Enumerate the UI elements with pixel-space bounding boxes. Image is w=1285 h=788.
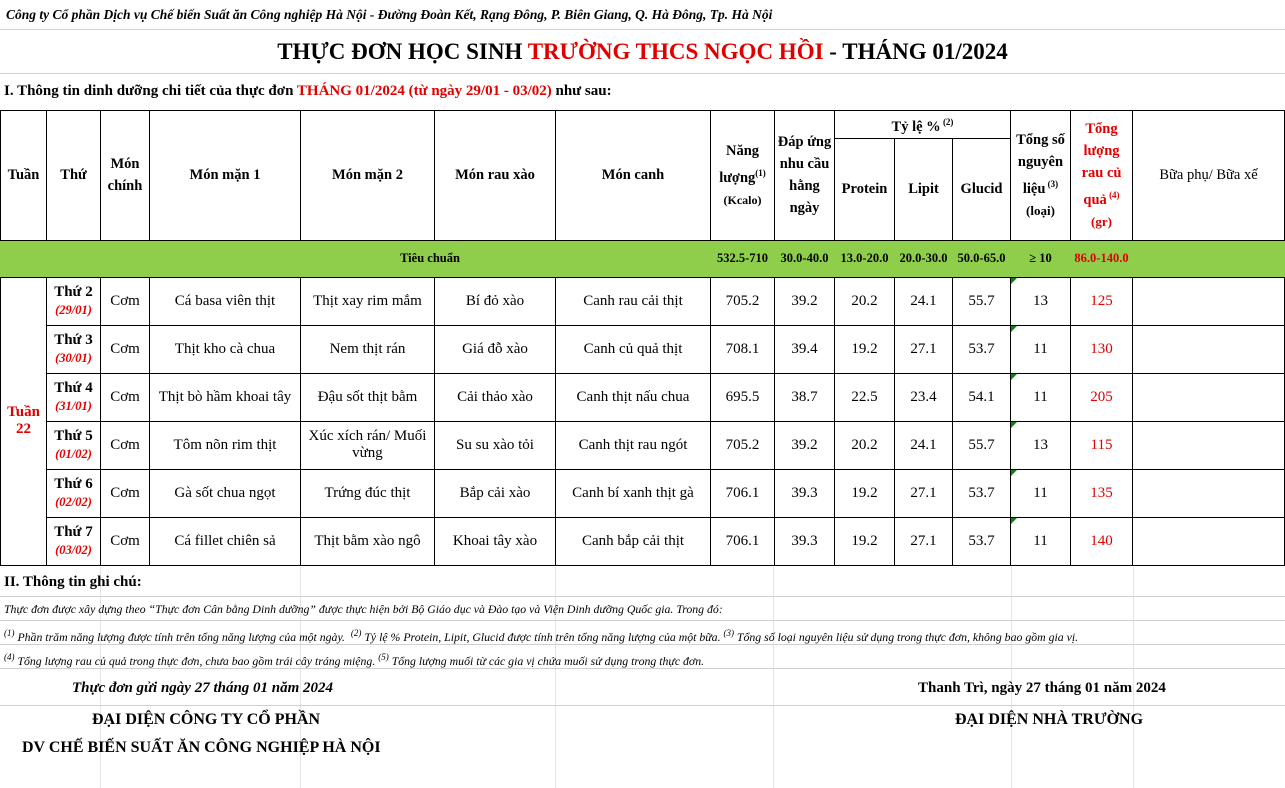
day-cell <box>47 517 101 565</box>
representatives <box>0 705 1285 735</box>
header-snack: Bữa phụ/ Bữa xế <box>1133 111 1285 241</box>
salty1: Thịt bò hầm khoai tây <box>150 373 301 421</box>
snack <box>1133 325 1285 373</box>
ingredients: 11 <box>1011 517 1071 565</box>
veg-total: 115 <box>1071 421 1133 469</box>
day-date: (03/02) <box>55 543 92 558</box>
header-glucid: Glucid <box>953 138 1011 240</box>
place-date: Thanh Trì, ngày 27 tháng 01 năm 2024 <box>918 680 1166 696</box>
meet: 39.2 <box>775 277 835 325</box>
sent-date: Thực đơn gửi ngày 27 tháng 01 năm 2024 <box>72 680 334 696</box>
table-row <box>1 325 1285 373</box>
standard-meet: 30.0-40.0 <box>775 240 835 277</box>
main-dish: Cơm <box>101 325 150 373</box>
standard-energy: 532.5-710 <box>711 240 775 277</box>
soup: Canh củ quả thịt <box>556 325 711 373</box>
energy: 706.1 <box>711 469 775 517</box>
header-energy: Năng lượng$^{(1)}$ (Kcalo) <box>711 111 775 241</box>
standard-veg: 86.0-140.0 <box>1071 240 1133 277</box>
veg-total: 130 <box>1071 325 1133 373</box>
protein: 19.2 <box>835 325 895 373</box>
salty2: Nem thịt rán <box>301 325 435 373</box>
soup: Canh bí xanh thịt gà <box>556 469 711 517</box>
veg-dish: Giá đỗ xào <box>435 325 556 373</box>
veg-dish: Khoai tây xào <box>435 517 556 565</box>
day-name: Thứ 2 <box>54 284 93 301</box>
lipid: 24.1 <box>895 421 953 469</box>
header-veg-total: Tổng lượng rau củ quả $^{(4)}$ (gr) <box>1071 111 1133 241</box>
veg-dish: Bí đỏ xào <box>435 277 556 325</box>
snack <box>1133 373 1285 421</box>
day-name: Thứ 4 <box>54 380 93 397</box>
note-line1: $^{(1)}$ Phần trăm năng lượng được tính trên tổng năng lượng của một ngày. $^{(2)}$ Tỷ lệ % Protein, Lipit, Glucid được tính trên tổng năng lượng của một bữa. $^{(3)}$ Tổng số loại nguyên liệu sử dụng trong thực đơn, không bao gồm gia vị. <box>0 621 1285 645</box>
company-rep-line1: ĐẠI DIỆN CÔNG TY CỔ PHẦN <box>92 711 321 728</box>
soup: Canh thịt nấu chua <box>556 373 711 421</box>
header-veg-total-label: Tổng lượng rau củ quả <box>1081 121 1122 208</box>
day-cell <box>47 373 101 421</box>
header-week: Tuần <box>1 111 47 241</box>
header-ratio-label: Tỷ lệ % <box>891 118 941 135</box>
salty1: Gà sốt chua ngọt <box>150 469 301 517</box>
header-salty2: Món mặn 2 <box>301 111 435 241</box>
glucid: 53.7 <box>953 325 1011 373</box>
table-row <box>1 517 1285 565</box>
note-1: Phần trăm năng lượng được tính trên tổng năng lượng của một ngày. <box>17 629 345 644</box>
standard-row <box>1 240 1285 277</box>
note-2: Tỷ lệ % Protein, Lipit, Glucid được tính trên tổng năng lượng của một bữa. <box>364 629 721 644</box>
day-cell <box>47 277 101 325</box>
ingredients: 11 <box>1011 469 1071 517</box>
header-ingredients-label: Tổng số nguyên liệu <box>1016 132 1065 197</box>
company-rep-line2: DV CHẾ BIẾN SUẤT ĂN CÔNG NGHIỆP HÀ NỘI <box>22 739 381 756</box>
day-date: (31/01) <box>55 399 92 414</box>
day-date: (02/02) <box>55 495 92 510</box>
note-4: Tổng lượng rau củ quả trong thực đơn, chưa bao gồm trái cây tráng miệng. <box>17 653 376 668</box>
header-lipid: Lipit <box>895 138 953 240</box>
table-row <box>1 277 1285 325</box>
lipid: 27.1 <box>895 325 953 373</box>
section1-part3: như sau: <box>551 83 612 99</box>
standard-ingredients: ≥ 10 <box>1011 240 1071 277</box>
salty1: Tôm nõn rim thịt <box>150 421 301 469</box>
soup: Canh thịt rau ngót <box>556 421 711 469</box>
title-part3: - THÁNG 01/2024 <box>823 39 1008 64</box>
protein: 20.2 <box>835 277 895 325</box>
header-energy-unit: (Kcalo) <box>723 192 762 207</box>
header-protein: Protein <box>835 138 895 240</box>
meet: 39.3 <box>775 469 835 517</box>
veg-total: 135 <box>1071 469 1133 517</box>
ingredients: 11 <box>1011 373 1071 421</box>
week-label: Tuần 22 <box>1 277 47 565</box>
salty1: Cá basa viên thịt <box>150 277 301 325</box>
day-cell <box>47 325 101 373</box>
header-soup: Món canh <box>556 111 711 241</box>
lipid: 23.4 <box>895 373 953 421</box>
header-main: Món chính <box>101 111 150 241</box>
header-energy-label: Năng lượng <box>719 143 760 186</box>
lipid: 24.1 <box>895 277 953 325</box>
note-5: Tổng lượng muối từ các gia vị chứa muối sử dụng trong thực đơn. <box>391 653 705 668</box>
day-date: (29/01) <box>55 303 92 318</box>
veg-dish: Bắp cải xào <box>435 469 556 517</box>
day-name: Thứ 6 <box>54 476 93 493</box>
company-line: Công ty Cổ phần Dịch vụ Chế biến Suất ăn Công nghiệp Hà Nội - Đường Đoàn Kết, Rạng Đông, P. Biên Giang, Q. Hà Đông, Tp. Hà Nội <box>0 0 1285 30</box>
table-row <box>1 373 1285 421</box>
standard-label: Tiêu chuẩn <box>150 240 711 277</box>
company-rep-name <box>0 733 1285 763</box>
note-line2: $^{(4)}$ Tổng lượng rau củ quả trong thực đơn, chưa bao gồm trái cây tráng miệng. $^{(5)}$ Tổng lượng muối từ các gia vị chứa muối sử dụng trong thực đơn. <box>0 645 1285 669</box>
day-name: Thứ 5 <box>54 428 93 445</box>
header-ratio: Tỷ lệ % $^{(2)}$ <box>835 111 1011 139</box>
table-row <box>1 469 1285 517</box>
soup: Canh rau cải thịt <box>556 277 711 325</box>
snack <box>1133 277 1285 325</box>
main-dish: Cơm <box>101 373 150 421</box>
energy: 705.2 <box>711 421 775 469</box>
ingredients: 11 <box>1011 325 1071 373</box>
protein: 19.2 <box>835 469 895 517</box>
snack <box>1133 421 1285 469</box>
title-school: TRƯỜNG THCS NGỌC HỒI <box>527 39 824 64</box>
salty2: Trứng đúc thịt <box>301 469 435 517</box>
day-cell <box>47 421 101 469</box>
header-salty1: Món mặn 1 <box>150 111 301 241</box>
veg-dish: Su su xào tỏi <box>435 421 556 469</box>
main-dish: Cơm <box>101 469 150 517</box>
veg-total: 125 <box>1071 277 1133 325</box>
standard-glucid: 50.0-65.0 <box>953 240 1011 277</box>
salty2: Đậu sốt thịt bằm <box>301 373 435 421</box>
energy: 706.1 <box>711 517 775 565</box>
protein: 19.2 <box>835 517 895 565</box>
day-name: Thứ 7 <box>54 524 93 541</box>
salty2: Thịt xay rim mắm <box>301 277 435 325</box>
section2-heading: II. Thông tin ghi chú: <box>0 567 1285 597</box>
ingredients: 13 <box>1011 277 1071 325</box>
title-part1: THỰC ĐƠN HỌC SINH <box>277 39 528 64</box>
page-title <box>0 30 1285 74</box>
menu-table <box>0 110 1285 566</box>
protein: 20.2 <box>835 421 895 469</box>
meet: 39.4 <box>775 325 835 373</box>
glucid: 54.1 <box>953 373 1011 421</box>
lipid: 27.1 <box>895 517 953 565</box>
header-veg-dish: Món rau xào <box>435 111 556 241</box>
note-3: Tổng số loại nguyên liệu sử dụng trong thực đơn, không bao gồm gia vị. <box>736 629 1079 644</box>
standard-protein: 13.0-20.0 <box>835 240 895 277</box>
veg-total: 205 <box>1071 373 1133 421</box>
standard-lipid: 20.0-30.0 <box>895 240 953 277</box>
salty2: Thịt bằm xào ngô <box>301 517 435 565</box>
header-meet: Đáp ứng nhu cầu hằng ngày <box>775 111 835 241</box>
day-cell <box>47 469 101 517</box>
energy: 708.1 <box>711 325 775 373</box>
soup: Canh bắp cải thịt <box>556 517 711 565</box>
main-dish: Cơm <box>101 421 150 469</box>
section1-period: THÁNG 01/2024 (từ ngày 29/01 - 03/02) <box>296 83 552 99</box>
snack <box>1133 469 1285 517</box>
glucid: 53.7 <box>953 469 1011 517</box>
day-date: (01/02) <box>55 447 92 462</box>
glucid: 55.7 <box>953 277 1011 325</box>
table-row <box>1 421 1285 469</box>
snack <box>1133 517 1285 565</box>
salty2: Xúc xích rán/ Muối vừng <box>301 421 435 469</box>
energy: 705.2 <box>711 277 775 325</box>
protein: 22.5 <box>835 373 895 421</box>
main-dish: Cơm <box>101 517 150 565</box>
glucid: 53.7 <box>953 517 1011 565</box>
energy: 695.5 <box>711 373 775 421</box>
meet: 39.2 <box>775 421 835 469</box>
header-veg-unit: (gr) <box>1091 213 1112 229</box>
veg-dish: Cải thảo xào <box>435 373 556 421</box>
salty1: Cá fillet chiên sả <box>150 517 301 565</box>
sign-dates <box>0 672 1285 706</box>
school-rep: ĐẠI DIỆN NHÀ TRƯỜNG <box>955 711 1144 728</box>
header-ingredients: Tổng số nguyên liệu $^{(3)}$ (loại) <box>1011 111 1071 241</box>
ingredients: 13 <box>1011 421 1071 469</box>
header-ingredients-unit: (loại) <box>1026 202 1055 218</box>
meet: 39.3 <box>775 517 835 565</box>
day-date: (30/01) <box>55 351 92 366</box>
header-day: Thứ <box>47 111 101 241</box>
section1-heading <box>0 74 1285 110</box>
note-intro: Thực đơn được xây dựng theo “Thực đơn Cân bằng Dinh dưỡng” được thực hiện bởi Bộ Giáo dục và Đào tạo và Viện Dinh dưỡng Quốc gia. Trong đó: <box>0 597 1285 621</box>
veg-total: 140 <box>1071 517 1133 565</box>
salty1: Thịt kho cà chua <box>150 325 301 373</box>
day-name: Thứ 3 <box>54 332 93 349</box>
lipid: 27.1 <box>895 469 953 517</box>
glucid: 55.7 <box>953 421 1011 469</box>
main-dish: Cơm <box>101 277 150 325</box>
section1-part1: I. Thông tin dinh dưỡng chi tiết của thực đơn <box>4 83 297 99</box>
meet: 38.7 <box>775 373 835 421</box>
